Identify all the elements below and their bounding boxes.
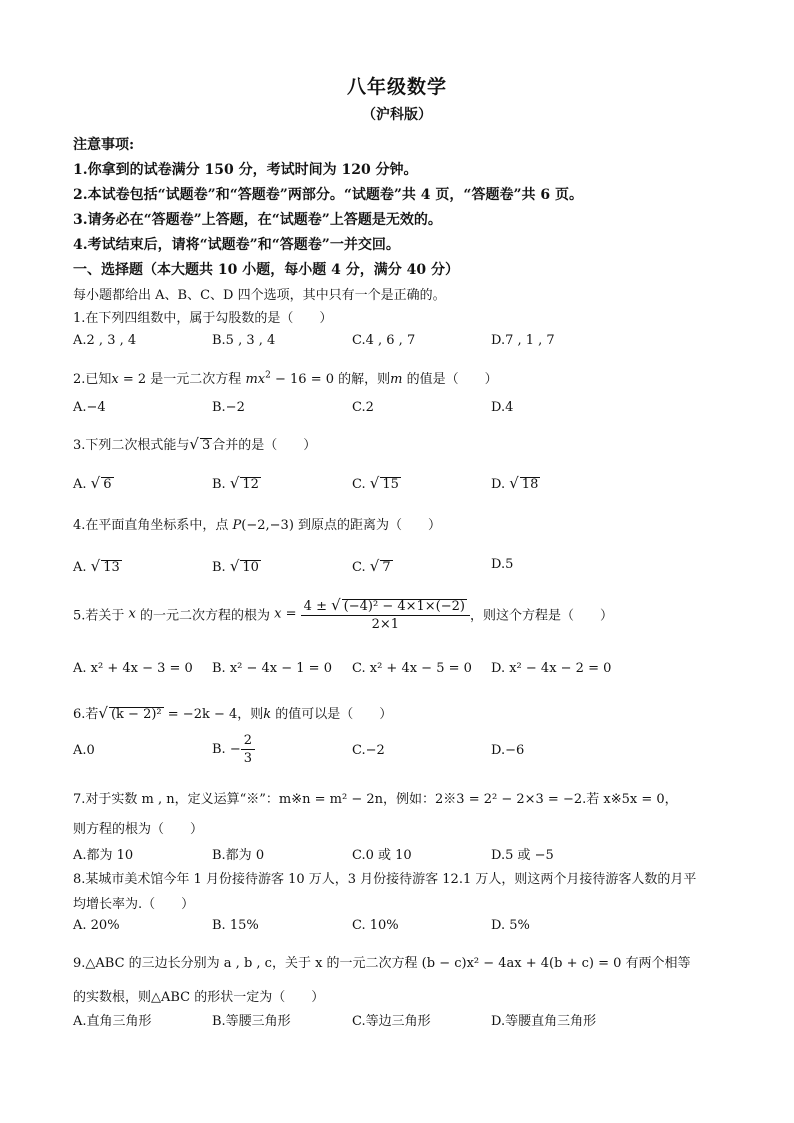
question-1-option-a: A.2 , 3 , 4: [73, 333, 137, 348]
question-8-option-d: D. 5%: [491, 918, 530, 933]
question-8-option-c: C. 10%: [352, 918, 399, 933]
notice-heading: 注意事项:: [73, 137, 135, 153]
question-8-option-b: B. 15%: [212, 918, 259, 933]
question-2-option-b: B.−2: [212, 400, 245, 415]
question-2-option-c: C.2: [352, 400, 374, 415]
question-7-line-2: 则方程的根为（ ）: [73, 822, 204, 837]
question-2-option-a: A.−4: [73, 400, 106, 415]
question-9-option-b: B.等腰三角形: [212, 1014, 291, 1029]
question-3-option-a: A. √ 6: [73, 474, 112, 492]
question-1-stem: 1.在下列四组数中，属于勾股数的是（ ）: [73, 311, 333, 326]
question-8-line-2: 均增长率为.（ ）: [73, 897, 195, 912]
question-4-option-d: D.5: [491, 557, 514, 572]
notice-item-4: 4.考试结束后，请将“试题卷”和“答题卷”一并交回。: [73, 237, 400, 253]
page-subtitle: （沪科版）: [362, 107, 432, 123]
question-6-option-c: C.−2: [352, 743, 385, 758]
question-5-stem: 5.若关于 x 的一元二次方程的根为 x = $\frac{\text{4 ± √ (−4)² − 4×1×(−2)}}{2\times 1}$ ，则这个方程是（ ）: [73, 596, 613, 633]
question-1-option-c: C.4 , 6 , 7: [352, 333, 416, 348]
question-4-stem: 4.在平面直角坐标系中，点 P(−2,−3) 到原点的距离为（ ）: [73, 518, 442, 533]
question-2-stem: 2.已知x = 2 是一元二次方程 $mx^2 - 16 = 0$ 的解，则m 的值是（ ）: [73, 370, 498, 387]
question-7-option-d: D.5 或 −5: [491, 848, 554, 863]
question-7-option-c: C.0 或 10: [352, 848, 412, 863]
question-7-line-1: 7.对于实数 m , n，定义运算“※”：m※n = m² − 2n，例如：2※3 = 2² − 2×3 = −2.若 x※5x = 0，: [73, 792, 678, 807]
question-4-option-b: B. √ 10: [212, 557, 259, 575]
root-formula-fraction: $\frac{\text{4 ± √ (−4)² − 4×1×(−2)}}{2\times 1}$: [301, 596, 470, 632]
question-6-option-b: B. − $\frac{2}{3}$: [212, 733, 255, 766]
question-4-option-a: A. √ 13: [73, 557, 120, 575]
question-9-option-c: C.等边三角形: [352, 1014, 431, 1029]
question-3-stem: 3.下列二次根式能与√ 3 合并的是（ ）: [73, 435, 317, 453]
question-5-option-c: C. x² + 4x − 5 = 0: [352, 661, 472, 676]
question-3-option-b: B. √ 12: [212, 474, 259, 492]
question-6-stem: 6.若√ (k − 2)² = −2k − 4，则k 的值可以是（ ）: [73, 704, 393, 722]
page-title: 八年级数学: [346, 76, 447, 98]
question-7-option-a: A.都为 10: [73, 848, 134, 863]
question-3-option-c: C. √ 15: [352, 474, 399, 492]
question-2-option-d: D.4: [491, 400, 514, 415]
question-6-option-a: A.0: [73, 743, 95, 758]
question-7-option-b: B.都为 0: [212, 848, 265, 863]
question-5-option-d: D. x² − 4x − 2 = 0: [491, 661, 612, 676]
question-1-option-d: D.7 , 1 , 7: [491, 333, 555, 348]
question-3-option-d: D. √ 18: [491, 474, 539, 492]
question-6-option-d: D.−6: [491, 743, 525, 758]
section-heading: 一、选择题（本大题共 10 小题，每小题 4 分，满分 40 分）: [73, 262, 459, 278]
notice-item-3: 3.请务必在“答题卷”上答题，在“试题卷”上答题是无效的。: [73, 212, 442, 228]
question-9-option-a: A.直角三角形: [73, 1014, 152, 1029]
question-1-option-b: B.5 , 3 , 4: [212, 333, 276, 348]
question-4-option-c: C. √ 7: [352, 557, 391, 575]
question-5-option-b: B. x² − 4x − 1 = 0: [212, 661, 332, 676]
question-5-option-a: A. x² + 4x − 3 = 0: [73, 661, 193, 676]
question-9-option-d: D.等腰直角三角形: [491, 1014, 597, 1029]
question-8-option-a: A. 20%: [73, 918, 120, 933]
question-8-line-1: 8.某城市美术馆今年 1 月份接待游客 10 万人，3 月份接待游客 12.1 万人，则这两个月接待游客人数的月平: [73, 872, 697, 887]
question-9-line-1: 9.△ABC 的三边长分别为 a , b , c，关于 x 的一元二次方程 (b − c)x² − 4ax + 4(b + c) = 0 有两个相等: [73, 956, 691, 971]
notice-item-2: 2.本试卷包括“试题卷”和“答题卷”两部分。“试题卷”共 4 页，“答题卷”共 6 页。: [73, 187, 584, 203]
question-9-line-2: 的实数根，则△ABC 的形状一定为（ ）: [73, 990, 325, 1005]
notice-item-1: 1.你拿到的试卷满分 150 分，考试时间为 120 分钟。: [73, 162, 418, 178]
section-instruction: 每小题都给出 A、B、C、D 四个选项，其中只有一个是正确的。: [73, 288, 446, 303]
